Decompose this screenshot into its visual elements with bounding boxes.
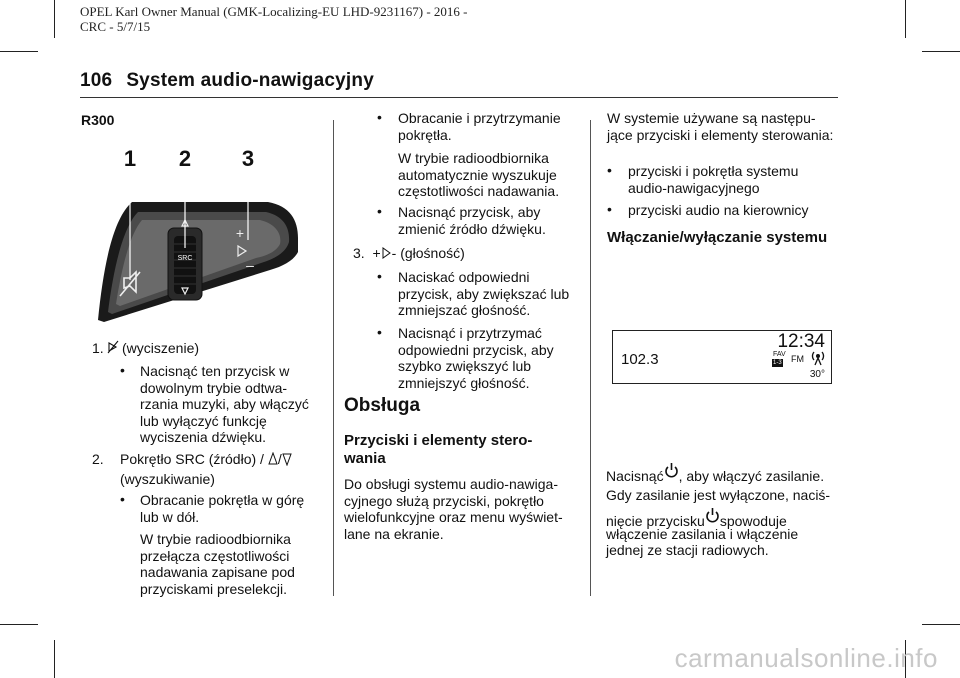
bullet-icon: • [377, 324, 382, 340]
power-off-paragraph-line4: jednej ze stacji radiowych. [606, 542, 769, 558]
display-frequency: 102.3 [621, 351, 659, 368]
crop-mark [905, 0, 906, 38]
display-time: 12:34 [777, 331, 825, 352]
callout-label-3: 3 [241, 146, 255, 171]
power-subsection-heading: Włączanie/wyłączanie systemu [607, 229, 828, 246]
display-fav-label: FAV [773, 351, 786, 358]
power-off-paragraph-line3: włączenie zasilania i włączenie [606, 526, 799, 542]
item2-sublabel: (wyszukiwanie) [120, 471, 215, 487]
display-fav-number: 1-3 [773, 360, 782, 366]
crop-mark [54, 0, 55, 38]
volume-minus-icon: – [246, 257, 254, 273]
callout-label-1: 1 [123, 146, 137, 171]
col3-bullet2: przyciski audio na kierownicy [628, 202, 809, 218]
col3-intro: W systemie używane są następu- jące przyciski i elementy sterowania: [607, 110, 834, 143]
power-off-paragraph-line1: Gdy zasilanie jest wyłączone, naciś- [606, 487, 831, 503]
col3-bullet1: przyciski i pokrętła systemu audio-nawigacyjnego [628, 163, 799, 196]
item2-label: Pokrętło SRC (źródło) / / [120, 451, 292, 468]
bullet-icon: • [120, 491, 125, 507]
radio-display [612, 330, 832, 384]
bullet-icon: • [377, 109, 382, 125]
crop-mark [922, 624, 960, 625]
column-divider [590, 120, 591, 596]
col2-bullet3: Naciskać odpowiedni przycisk, aby zwiększać lub zmniejszać głośność. [398, 269, 570, 318]
bullet-icon: • [607, 162, 612, 178]
bullet-icon: • [120, 362, 125, 378]
display-band: FM [791, 354, 804, 364]
doc-header [80, 4, 468, 34]
src-label: SRC [177, 255, 193, 262]
doc-header-line2: CRC - 5/7/15 [80, 19, 151, 34]
item2-bullet-text: Obracanie pokrętła w górę lub w dół. [140, 492, 305, 525]
power-on-paragraph: Nacisnąć , aby włączyć zasilanie. [606, 462, 824, 485]
volume-plus-icon: + [235, 225, 245, 241]
display-temperature: 30° [809, 369, 825, 380]
volume-symbol-icon [381, 246, 392, 260]
seek-up-symbol-icon [268, 452, 278, 466]
bullet-icon: • [377, 203, 382, 219]
item2-number: 2. [92, 451, 104, 467]
title-rule [80, 97, 838, 98]
steering-controls-figure [90, 140, 300, 325]
power-icon [664, 462, 679, 479]
page-title-text: System audio-nawigacyjny [126, 70, 374, 91]
item1-number: 1. [92, 340, 104, 356]
crop-mark [0, 624, 38, 625]
col2-bullet4: Nacisnąć i przytrzymać odpowiedni przycisk, aby szybko zwiększyć lub zmniejszyć głośność. [398, 325, 554, 391]
bullet-icon: • [377, 268, 382, 284]
crop-mark [54, 640, 55, 678]
col2-bullet2: Nacisnąć przycisk, aby zmienić źródło dźwięku. [398, 204, 546, 237]
power-icon [705, 507, 720, 524]
r300-heading: R300 [81, 112, 115, 128]
power-off-paragraph-line2: nięcie przycisku spowoduje [606, 507, 787, 530]
col2-paragraph2: Do obsługi systemu audio-nawiga- cyjnego służą przyciski, pokrętło wielofunkcyjne oraz menu wyświet- lane na ekranie. [344, 476, 563, 542]
column-divider [333, 120, 334, 596]
seek-down-symbol-icon [282, 452, 292, 466]
doc-header-line1: OPEL Karl Owner Manual (GMK-Localizing-EU LHD-9231167) - 2016 - [80, 4, 468, 19]
page-number: 106 [80, 70, 113, 91]
crop-mark [922, 51, 960, 52]
col2-bullet1: Obracanie i przytrzymanie pokrętła. [398, 110, 561, 143]
signal-antenna-icon [811, 350, 825, 366]
page-title [80, 70, 374, 92]
subsection-heading: Przyciski i elementy stero- wania [344, 432, 533, 467]
watermark: carmanualsonline.info [674, 643, 938, 673]
mute-symbol-icon [106, 339, 120, 355]
callout-label-2: 2 [178, 146, 192, 171]
crop-mark [0, 51, 38, 52]
item1-bullet-text: Nacisnąć ten przycisk w dowolnym trybie odtwa- rzania muzyki, aby włączyć lub wyłączyć funkcję wyciszenia dźwięku. [140, 363, 309, 445]
bullet-icon: • [607, 201, 612, 217]
section-heading: Obsługa [344, 395, 421, 416]
item1-label: (wyciszenie) [122, 340, 200, 356]
item2-paragraph: W trybie radioodbiornika przełącza częstotliwości nadawania zapisane pod przyciskami preselekcji. [140, 531, 295, 597]
col2-paragraph1: W trybie radioodbiornika automatycznie wyszukuje częstotliwości nadawania. [398, 150, 560, 199]
item3-label: 3. + - (głośność) [353, 245, 465, 261]
